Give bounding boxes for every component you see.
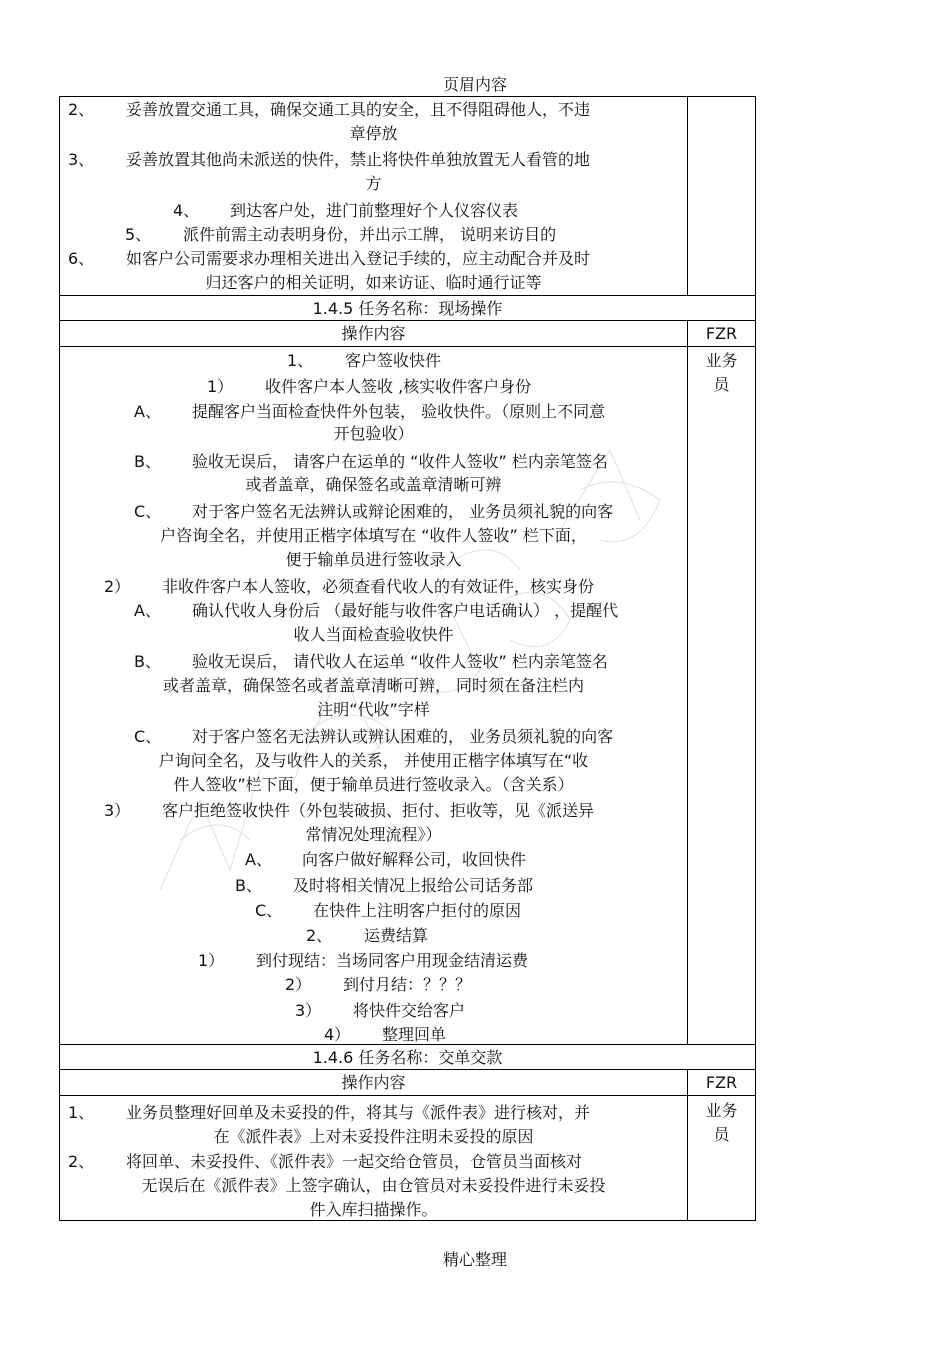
step-text: 妥善放置其他尚未派送的快件，禁止将快件单独放置无人看管的地 <box>126 150 591 169</box>
step-number: A、 <box>134 601 161 620</box>
step-number: 1） <box>198 951 225 970</box>
step-number: B、 <box>134 452 161 471</box>
section-title-1-4-6: 1.4.6 任务名称：交单交款 <box>312 1048 503 1067</box>
step-text-cont: 常情况处理流程》） <box>305 825 442 844</box>
step-text: 对于客户签名无法辨认或辩论困难的， 业务员须礼貌的向客 <box>192 502 614 521</box>
step-text-cont: 注明“代收”字样 <box>317 700 430 719</box>
step-text: 收件客户本人签收 ,核实收件客户身份 <box>265 377 532 396</box>
step-text: 在快件上注明客户拒付的原因 <box>313 901 522 920</box>
owner-cell: 员 <box>713 1125 730 1144</box>
step-text: 派件前需主动表明身份，并出示工牌， 说明来访目的 <box>183 225 557 244</box>
step-text: 向客户做好解释公司，收回快件 <box>302 850 527 869</box>
step-text-cont: 件入库扫描操作。 <box>309 1200 438 1219</box>
step-text-cont: 在《派件表》上对未妥投件注明未妥投的原因 <box>213 1127 534 1146</box>
step-text: 如客户公司需要求办理相关进出入登记手续的，应主动配合并及时 <box>126 249 591 268</box>
step-number: 1） <box>207 377 234 396</box>
owner-cell: 业务 <box>705 351 738 370</box>
page-footer: 精心整理 <box>442 1250 507 1269</box>
step-text: 到付月结：？？？ <box>343 975 472 994</box>
step-text-cont: 收人当面检查验收快件 <box>293 625 454 644</box>
step-number: 6、 <box>68 249 95 268</box>
step-number: C、 <box>134 727 162 746</box>
step-text: 整理回单 <box>382 1025 447 1044</box>
step-number: 4） <box>324 1025 351 1044</box>
step-number: 5、 <box>125 225 152 244</box>
step-text: 提醒客户当面检查快件外包装， 验收快件。（原则上不同意 <box>192 402 606 421</box>
step-text: 到付现结：当场同客户用现金结清运费 <box>256 951 529 970</box>
step-text: 妥善放置交通工具，确保交通工具的安全，且不得阻碍他人，不违 <box>126 100 591 119</box>
page-header: 页眉内容 <box>442 75 507 94</box>
step-text-cont: 无误后在《派件表》上签字确认，由仓管员对未妥投件进行未妥投 <box>141 1176 606 1195</box>
step-text: 对于客户签名无法辨认或辨认困难的， 业务员须礼貌的向客 <box>192 727 614 746</box>
step-text: 将回单、未妥投件、《派件表》一起交给仓管员，仓管员当面核对 <box>126 1152 583 1171</box>
section-title-1-4-5: 1.4.5 任务名称：现场操作 <box>312 299 503 318</box>
step-text: 将快件交给客户 <box>353 1001 466 1020</box>
step-text: 确认代收人身份后 （最好能与收件客户电话确认） ，提醒代 <box>192 601 619 620</box>
step-number: A、 <box>134 402 161 421</box>
step-text: 验收无误后， 请客户在运单的 “收件人签收” 栏内亲笔签名 <box>192 452 608 471</box>
step-text-cont: 开包验收） <box>333 424 414 443</box>
column-header-owner: FZR <box>705 1073 738 1092</box>
step-text: 业务员整理好回单及未妥投的件，将其与《派件表》进行核对，并 <box>126 1103 591 1122</box>
column-header-owner: FZR <box>705 324 738 343</box>
step-text-cont: 户询问全名，及与收件人的关系， 并使用正楷字体填写在“收 <box>158 751 589 770</box>
step-text-cont: 或者盖章，确保签名或盖章清晰可辨 <box>245 475 502 494</box>
step-number: A、 <box>245 850 272 869</box>
step-text: 到达客户处，进门前整理好个人仪容仪表 <box>230 201 519 220</box>
step-text-cont: 便于输单员进行签收录入 <box>285 550 462 569</box>
owner-cell: 业务 <box>705 1101 738 1120</box>
owner-cell: 员 <box>713 375 730 394</box>
step-number: 2、 <box>68 100 95 119</box>
step-text-cont: 方 <box>365 174 382 193</box>
step-number: 2） <box>104 577 131 596</box>
step-number: 3、 <box>68 150 95 169</box>
step-text-cont: 或者盖章，确保签名或者盖章清晰可辨， 同时须在备注栏内 <box>162 676 585 695</box>
step-number: 4、 <box>173 201 200 220</box>
step-text: 验收无误后， 请代收人在运单 “收件人签收” 栏内亲笔签名 <box>192 652 608 671</box>
step-number: 3） <box>104 801 131 820</box>
step-number: 2、 <box>306 926 333 945</box>
step-text-cont: 户咨询全名，并使用正楷字体填写在 “收件人签收” 栏下面， <box>160 526 587 545</box>
step-number: 1、 <box>68 1103 95 1122</box>
step-text-cont: 件人签收”栏下面，便于输单员进行签收录入。（含关系） <box>173 775 574 794</box>
step-text-cont: 归还客户的相关证明，如来访证、临时通行证等 <box>205 273 542 292</box>
step-number: B、 <box>134 652 161 671</box>
step-text: 运费结算 <box>364 926 429 945</box>
step-text: 客户拒绝签收快件（外包装破损、拒付、拒收等，见《派送异 <box>162 801 595 820</box>
step-number: 2、 <box>68 1152 95 1171</box>
step-number: C、 <box>255 901 283 920</box>
column-header-content: 操作内容 <box>341 1073 406 1092</box>
step-number: 3） <box>295 1001 322 1020</box>
step-number: B、 <box>235 876 262 895</box>
step-number: 2） <box>285 975 312 994</box>
column-header-content: 操作内容 <box>341 324 406 343</box>
step-text-cont: 章停放 <box>349 124 398 143</box>
step-text: 及时将相关情况上报给公司话务部 <box>293 876 534 895</box>
step-number: 1、 <box>287 351 314 370</box>
step-number: C、 <box>134 502 162 521</box>
step-text: 非收件客户本人签收，必须查看代收人的有效证件，核实身份 <box>162 577 595 596</box>
step-text: 客户签收快件 <box>345 351 442 370</box>
